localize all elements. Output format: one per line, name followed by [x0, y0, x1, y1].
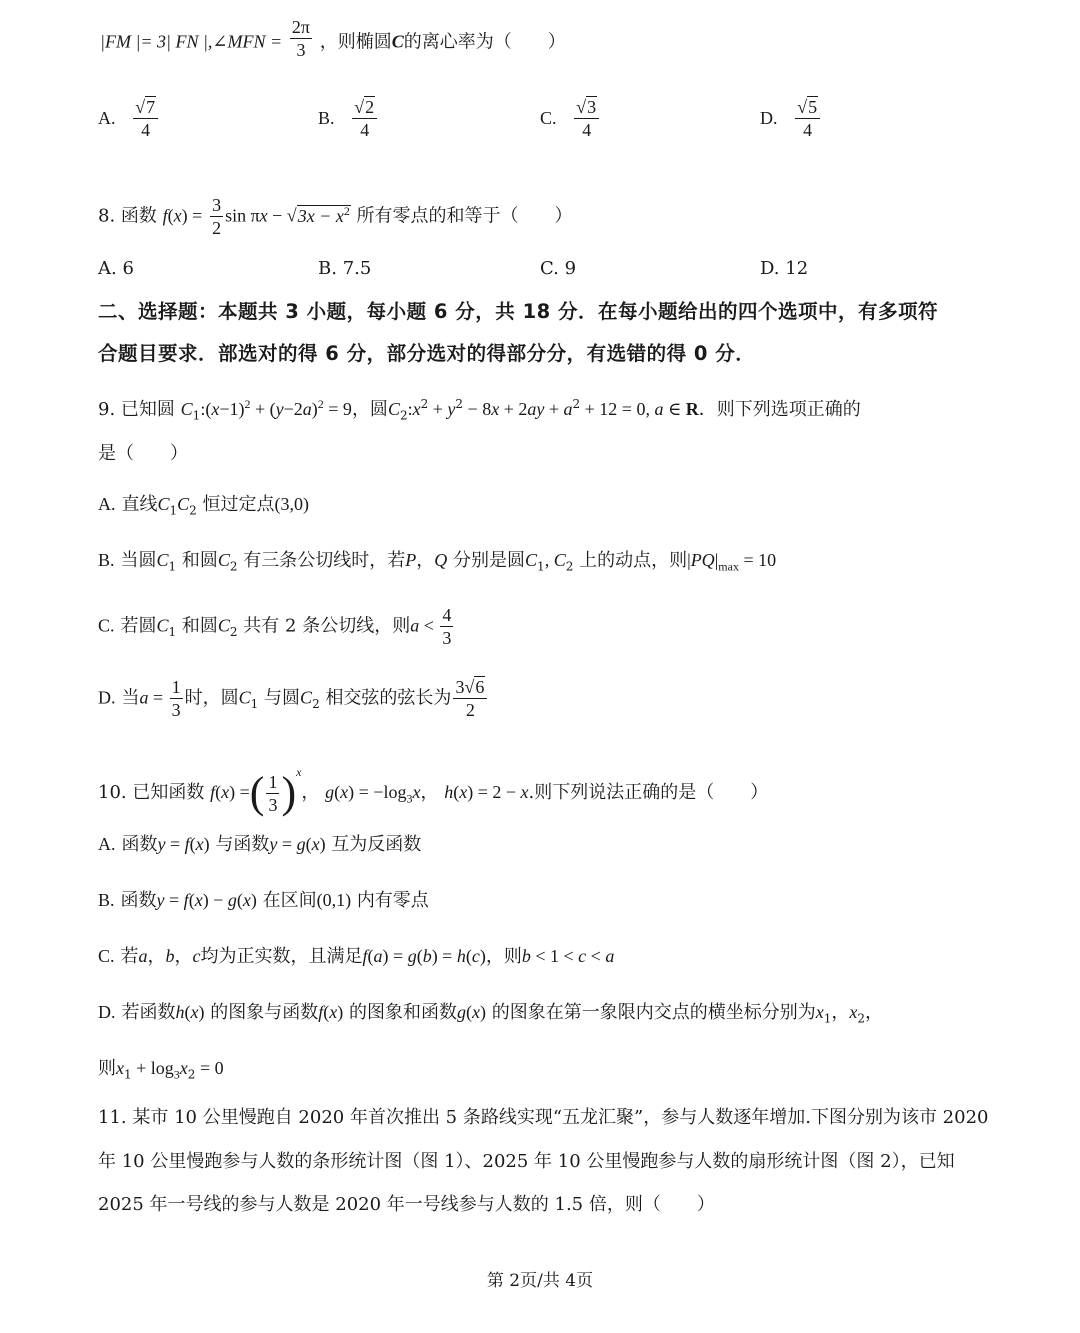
q11-stem-line1: 11. 某市 10 公里慢跑自 2020 年首次推出 5 条路线实现“五龙汇聚”，参与人数逐年增加.下图分别为该市 2020 [98, 1107, 989, 1128]
q10-option-d-line2: 则$x_1 + \log_3x_2 = 0$ [98, 1058, 224, 1082]
q7-option-a[interactable]: A. $\frac{√7}{4}$ [98, 96, 160, 141]
q8-option-a[interactable]: A. 6 [98, 258, 134, 279]
q10-option-c[interactable]: C. 若a，b，c均为正实数，且满足f(a) = g(b) = h(c)，则b < 1 < c < a [98, 946, 615, 967]
q7-option-b[interactable]: B. $\frac{√2}{4}$ [318, 96, 379, 141]
q8-option-b[interactable]: B. 7.5 [318, 258, 372, 279]
q9-option-b[interactable]: B. 当圆$C_1$ 和圆$C_2$ 有三条公切线时，若P，Q 分别是圆$C_1$, $C_2$ 上的动点，则$|PQ|_{max} = 10$ [98, 550, 777, 574]
q9-stem: 9. 已知圆 $C_1:(x-1)^2 + (y-2a)^2 = 9$，圆$C_2:x^2 + y^2 - 8x + 2ay + a^2 + 12 = 0$, a ∈ R．则下列选项正确的 [98, 397, 861, 423]
q9-stem-line2: 是（ ） [98, 443, 188, 464]
q10-option-d[interactable]: D. 若函数h(x) 的图象与函数f(x) 的图象和函数g(x) 的图象在第一象限内交点的横坐标分别为$x_1$，$x_2$， [98, 1002, 883, 1026]
q7-stem: |FM |= 3| FN |,∠MFN = $\frac{2\pi}{3}$ ，则椭圆C的离心率为（ ） [100, 17, 566, 60]
q11-stem-line3: 2025 年一号线的参与人数是 2020 年一号线参与人数的 1.5 倍，则（ ） [98, 1194, 715, 1215]
q7-option-c[interactable]: C. $\frac{√3}{4}$ [540, 96, 601, 141]
q10-stem: 10. 已知函数 f(x) =( $\frac{1}{3}$ )$^x$， $g(x) = -\log_3x$， h(x) = 2 − x.则下列说法正确的是（ ） [98, 765, 769, 817]
q8-option-d[interactable]: D. 12 [760, 258, 809, 279]
q9-option-a[interactable]: A. 直线$C_1C_2$ 恒过定点(3,0) [98, 494, 310, 518]
q9-option-c[interactable]: C. 若圆$C_1$ 和圆$C_2$ 共有 2 条公切线，则a < $\frac{4}{3}$ [98, 605, 452, 648]
q10-option-a[interactable]: A. 函数y = f(x) 与函数y = g(x) 互为反函数 [98, 834, 422, 855]
q8-stem: 8. 函数 f(x) = $\frac{3}{2}$ $\sin \pi x - √3x - x^2$ 所有零点的和等于（ ） [98, 195, 573, 238]
q11-stem-line2: 年 10 公里慢跑参与人数的条形统计图（图 1）、2025 年 10 公里慢跑参与人数的扇形统计图（图 2），已知 [98, 1151, 955, 1172]
section-heading-line2: 合题目要求．部选对的得 6 分，部分选对的得部分分，有选错的得 0 分． [98, 342, 756, 365]
q9-option-d[interactable]: D. 当a = $\frac{1}{3}$ 时，圆$C_1$ 与圆$C_2$ 相交弦的弦长为 $\frac{3√6}{2}$ [98, 676, 489, 721]
section-heading-line1: 二、选择题：本题共 3 小题，每小题 6 分，共 18 分．在每小题给出的四个选项中，有多项符 [98, 300, 939, 323]
q10-option-b[interactable]: B. 函数y = f(x) − g(x) 在区间(0,1) 内有零点 [98, 890, 429, 911]
q7-option-d[interactable]: D. $\frac{√5}{4}$ [760, 96, 822, 141]
q8-option-c[interactable]: C. 9 [540, 258, 577, 279]
page-footer: 第 2页/共 4页 [486, 1271, 594, 1291]
